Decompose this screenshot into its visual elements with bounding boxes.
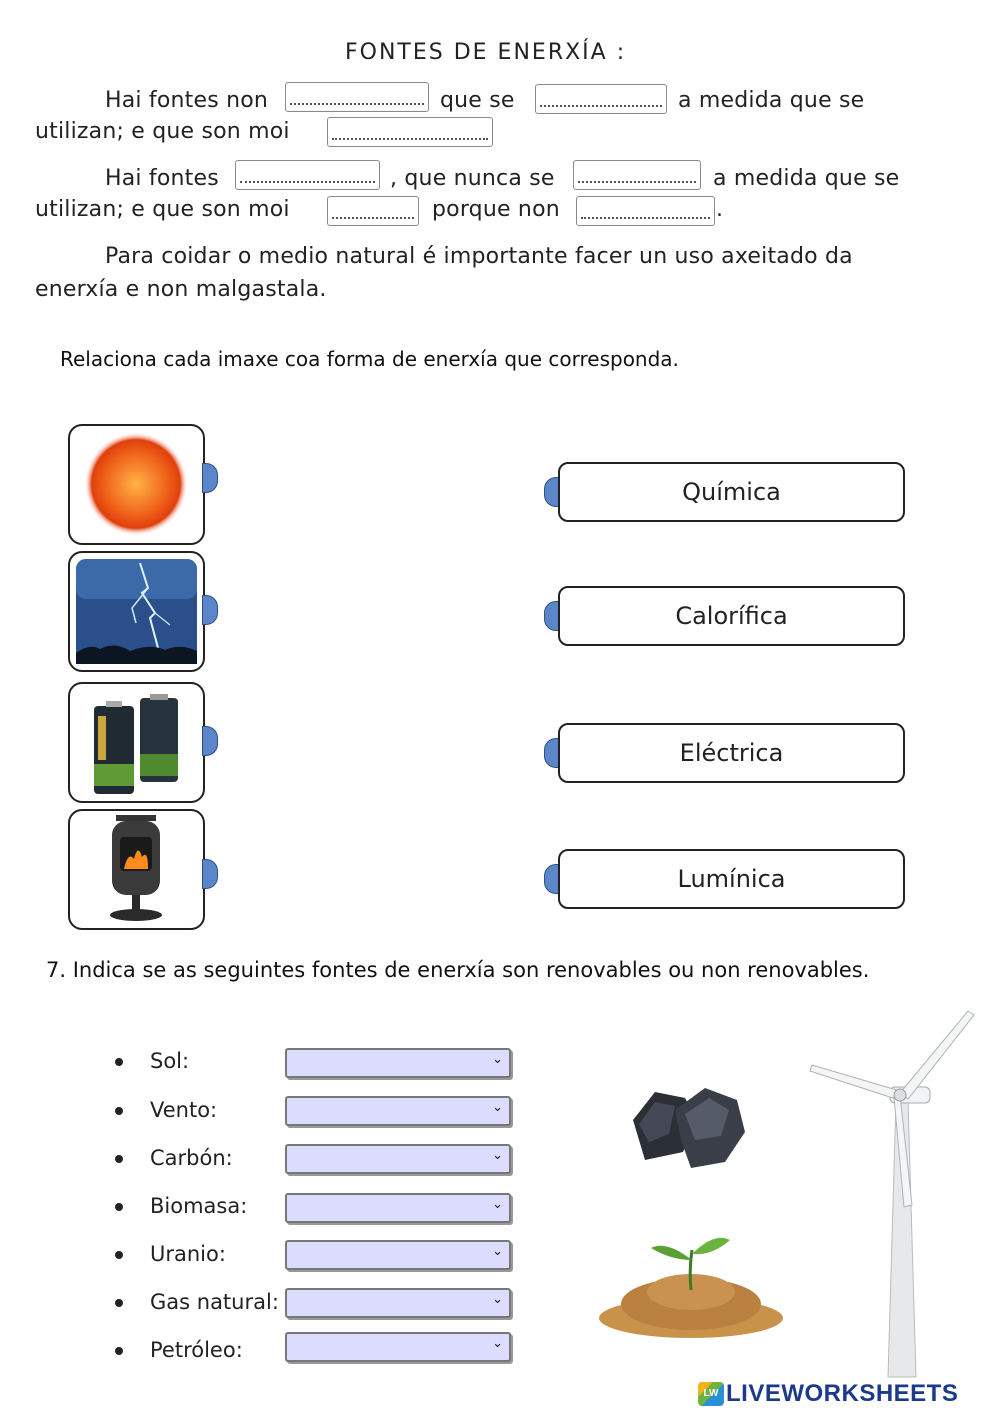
blank-input-6[interactable] <box>327 196 419 226</box>
blank-input-1[interactable] <box>285 82 429 112</box>
coal-image <box>625 1080 750 1176</box>
bullet <box>115 1155 123 1163</box>
connector-lightning[interactable] <box>202 595 218 625</box>
bullet <box>115 1251 123 1259</box>
para1-text-4: utilizan; e que son moi <box>35 119 290 144</box>
chevron-down-icon: ⌄ <box>492 1197 503 1212</box>
select-uranio[interactable] <box>285 1240 511 1270</box>
connector-sun[interactable] <box>202 463 218 493</box>
liveworksheets-brand <box>698 1380 958 1408</box>
q7-instruction: 7. Indica se as seguintes fontes de enerxía son renovables ou non renovables. <box>46 958 870 982</box>
connector-stove[interactable] <box>202 859 218 889</box>
para2-text-2: , que nunca se <box>390 166 555 191</box>
source-label-uranio: Uranio: <box>150 1242 226 1266</box>
para1-text-2: que se <box>440 88 515 113</box>
chevron-down-icon: ⌄ <box>492 1292 503 1307</box>
source-label-sol: Sol: <box>150 1049 190 1073</box>
image-card-stove[interactable] <box>68 809 205 930</box>
blank-input-3[interactable] <box>327 117 493 147</box>
stove-image <box>70 811 203 928</box>
bullet <box>115 1107 123 1115</box>
wind-turbine-image <box>800 1005 985 1385</box>
bullet <box>115 1347 123 1355</box>
option-quimica[interactable]: Química <box>558 462 905 522</box>
batteries-image <box>70 684 203 801</box>
para1-text-1: Hai fontes non <box>105 88 269 113</box>
para1-text-3: a medida que se <box>678 88 865 113</box>
select-vento[interactable] <box>285 1096 511 1126</box>
sun-image <box>70 426 203 543</box>
option-electrica[interactable]: Eléctrica <box>558 723 905 783</box>
match-instruction: Relaciona cada imaxe coa forma de enerxía que corresponda. <box>60 347 679 371</box>
option-calorifica[interactable]: Calorífica <box>558 586 905 646</box>
source-label-biomasa: Biomasa: <box>150 1194 248 1218</box>
chevron-down-icon: ⌄ <box>492 1100 503 1115</box>
select-petroleo[interactable] <box>285 1332 511 1362</box>
select-carbon[interactable] <box>285 1144 511 1174</box>
chevron-down-icon: ⌄ <box>492 1052 503 1067</box>
para2-text-1: Hai fontes <box>105 166 219 191</box>
para2-text-3: a medida que se <box>713 166 900 191</box>
source-label-vento: Vento: <box>150 1098 218 1122</box>
para2-text-4: utilizan; e que son moi <box>35 197 290 222</box>
select-sol[interactable] <box>285 1048 511 1078</box>
blank-input-5[interactable] <box>573 160 701 190</box>
source-label-carbon: Carbón: <box>150 1146 233 1170</box>
image-card-sun[interactable] <box>68 424 205 545</box>
image-card-lightning[interactable] <box>68 551 205 672</box>
blank-input-7[interactable] <box>576 196 715 226</box>
biomass-pellets-image <box>596 1230 786 1340</box>
para2-text-6: . <box>716 197 724 222</box>
source-label-gas-natural: Gas natural: <box>150 1290 279 1314</box>
image-card-batteries[interactable] <box>68 682 205 803</box>
page-title: FONTES DE ENERXÍA : <box>345 40 627 65</box>
chevron-down-icon: ⌄ <box>492 1336 503 1351</box>
connector-batteries[interactable] <box>202 726 218 756</box>
select-biomasa[interactable] <box>285 1193 511 1223</box>
chevron-down-icon: ⌄ <box>492 1244 503 1259</box>
option-luminica[interactable]: Lumínica <box>558 849 905 909</box>
lightning-image <box>70 553 203 670</box>
source-label-petroleo: Petróleo: <box>150 1338 243 1362</box>
blank-input-4[interactable] <box>235 160 380 190</box>
select-gas-natural[interactable] <box>285 1288 511 1318</box>
brand-text: LIVEWORKSHEETS <box>726 1380 959 1407</box>
para3-line-1: Para coidar o medio natural é importante facer un uso axeitado da <box>105 244 853 269</box>
chevron-down-icon: ⌄ <box>492 1148 503 1163</box>
bullet <box>115 1203 123 1211</box>
blank-input-2[interactable] <box>535 84 667 114</box>
para2-text-5: porque non <box>432 197 560 222</box>
liveworksheets-logo-icon: LW <box>698 1382 724 1406</box>
para3-line-2: enerxía e non malgastala. <box>35 277 327 302</box>
bullet <box>115 1058 123 1066</box>
bullet <box>115 1299 123 1307</box>
